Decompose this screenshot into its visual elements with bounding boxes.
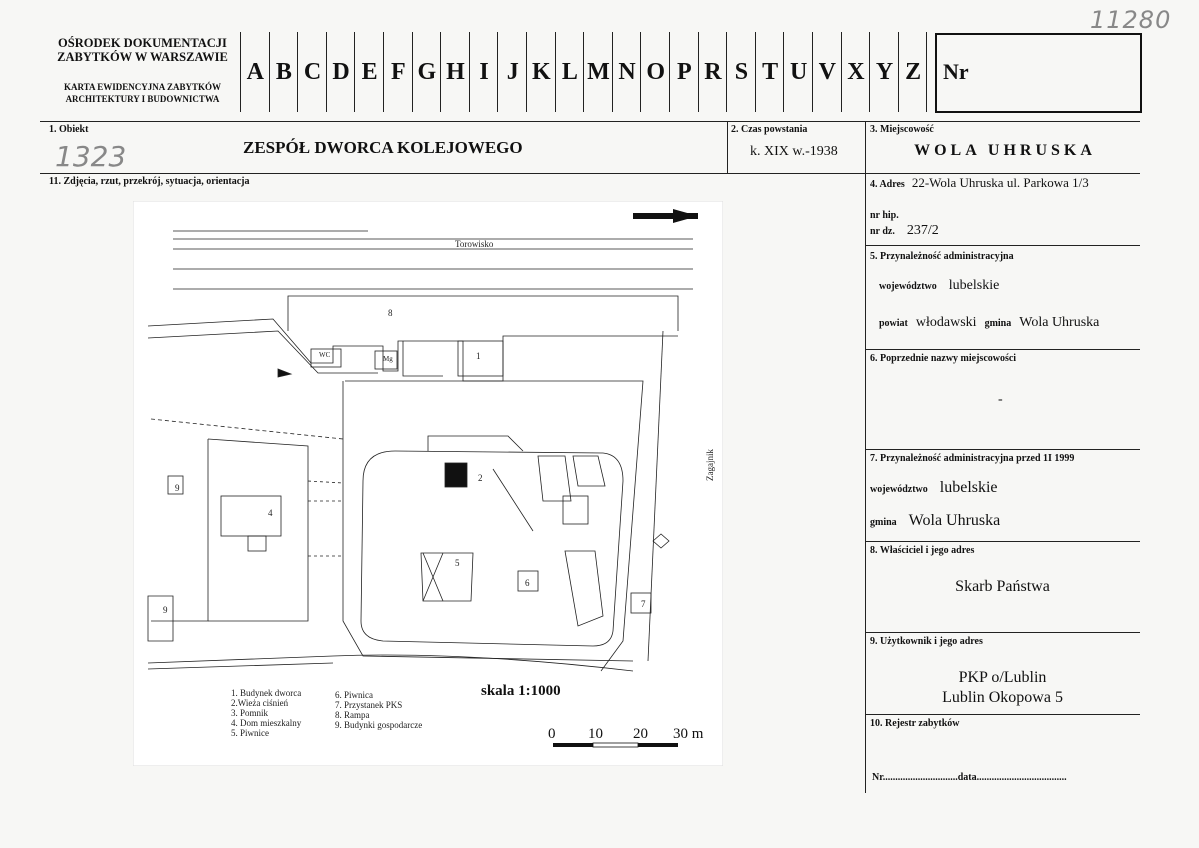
- uzytkownik-label: 9. Użytkownik i jego adres: [870, 636, 983, 647]
- marker-7: 7: [641, 599, 646, 609]
- obiekt-label: 1. Obiekt: [49, 124, 89, 135]
- adres-label: 4. Adres: [870, 179, 905, 190]
- org-line-1: OŚRODEK DOKUMENTACJI: [58, 36, 227, 50]
- letter-cell-h: H: [440, 32, 470, 112]
- legend-item-7: 7. Przystanek PKS: [335, 700, 403, 710]
- scale-tick-10: 10: [588, 726, 603, 742]
- woj2-row: [870, 479, 998, 497]
- zagajnik-label: Zagajnik: [705, 449, 715, 481]
- poprz-label: 6. Poprzednie nazwy miejscowości: [870, 353, 1017, 364]
- powiat-value: włodawski: [915, 315, 977, 330]
- letter-cell-r: R: [698, 32, 728, 112]
- marker-4: 4: [268, 508, 273, 518]
- letter-cell-v: V: [812, 32, 842, 112]
- wlasciciel-label: 8. Właściciel i jego adres: [870, 545, 975, 556]
- czas-value: k. XIX w.-1938: [750, 144, 838, 159]
- letter-cell-k: K: [526, 32, 556, 112]
- przyn-label: 5. Przynależność administracyjna: [870, 251, 1014, 262]
- gmina2-value: Wola Uhruska: [908, 512, 1001, 529]
- rule-przyn2: [865, 541, 1140, 542]
- letter-cell-u: U: [783, 32, 813, 112]
- miejscowosc-value: WOLA UHRUSKA: [914, 142, 1096, 159]
- marker-8: 8: [388, 308, 393, 318]
- rejestr-nr-data: Nr..............................data....................................: [872, 772, 1067, 783]
- gmina2-label: gmina: [870, 517, 897, 528]
- gmina-label: gmina: [984, 318, 1012, 329]
- legend-item-4: 4. Dom mieszkalny: [231, 718, 302, 728]
- card-title: [40, 81, 245, 105]
- rule-adres: [865, 245, 1140, 246]
- letter-cell-x: X: [841, 32, 871, 112]
- legend-item-5: 5. Piwnice: [231, 728, 269, 738]
- uzytkownik-value: [865, 668, 1140, 708]
- rule-top: [40, 121, 1140, 122]
- letter-cell-j: J: [497, 32, 527, 112]
- marker-9-top: 9: [175, 483, 180, 493]
- woj-label: województwo: [879, 281, 937, 292]
- letter-cell-o: O: [640, 32, 670, 112]
- nr-hip-label: nr hip.: [870, 210, 899, 221]
- letter-cell-f: F: [383, 32, 413, 112]
- rule-przyn: [865, 349, 1140, 350]
- nr-dz-row: [870, 221, 939, 239]
- obiekt-value: ZESPÓŁ DWORCA KOLEJOWEGO: [243, 138, 523, 157]
- uzytkownik-line-1: PKP o/Lublin: [958, 669, 1047, 686]
- letter-cell-m: M: [583, 32, 613, 112]
- nr-dz-value: 237/2: [906, 223, 939, 238]
- letter-cell-i: I: [469, 32, 499, 112]
- scale-label: skala 1:1000: [481, 683, 561, 699]
- scale-tick-0: 0: [548, 726, 556, 742]
- nr-dz-label: nr dz.: [870, 226, 895, 237]
- letter-cell-l: L: [555, 32, 585, 112]
- marker-2: 2: [478, 473, 483, 483]
- letter-grid-end: [926, 32, 927, 112]
- card-line-1: KARTA EWIDENCYJNA ZABYTKÓW: [63, 82, 222, 92]
- adres-value: 22-Wola Uhruska ul. Parkowa 1/3: [911, 175, 1089, 190]
- legend-item-2: 2.Wieża ciśnień: [231, 698, 289, 708]
- legend-item-3: 3. Pomnik: [231, 708, 269, 718]
- zdjecia-label: 11. Zdjęcia, rzut, przekrój, sytuacja, orientacja: [49, 176, 250, 187]
- powiat-row: [879, 313, 1099, 331]
- nr-label: Nr: [943, 59, 969, 84]
- uzytkownik-line-2: Lublin Okopowa 5: [942, 689, 1063, 706]
- org-name: [40, 36, 245, 64]
- marker-mg: Mg: [383, 355, 393, 363]
- letter-cell-b: B: [269, 32, 299, 112]
- nr-box: [935, 33, 1142, 113]
- legend-item-8: 8. Rampa: [335, 710, 370, 720]
- rule-v-czas: [727, 121, 728, 173]
- rejestr-label: 10. Rejestr zabytków: [870, 718, 960, 729]
- wlasciciel-value: Skarb Państwa: [955, 578, 1050, 595]
- site-plan: [133, 201, 723, 766]
- rule-poprz: [865, 449, 1140, 450]
- letter-cell-a: A: [240, 32, 270, 112]
- woj2-label: województwo: [870, 484, 928, 495]
- handwritten-obiekt-number: 1323: [55, 140, 127, 173]
- powiat-label: powiat: [879, 318, 908, 329]
- poprz-value: -: [998, 392, 1003, 407]
- legend-item-1: 1. Budynek dworca: [231, 688, 302, 698]
- woj-row: [879, 276, 999, 294]
- letter-cell-n: N: [612, 32, 642, 112]
- marker-9-bottom: 9: [163, 605, 168, 615]
- letter-cell-d: D: [326, 32, 356, 112]
- letter-cell-p: P: [669, 32, 699, 112]
- adres-row: [870, 174, 1089, 192]
- rule-uzyt: [865, 714, 1140, 715]
- miejscowosc-label: 3. Miejscowość: [870, 124, 934, 135]
- scale-tick-20: 20: [633, 726, 648, 742]
- marker-6: 6: [525, 578, 530, 588]
- letter-cell-s: S: [726, 32, 756, 112]
- letter-cell-z: Z: [898, 32, 928, 112]
- czas-label: 2. Czas powstania: [731, 124, 808, 135]
- handwritten-number: 11280: [1090, 6, 1172, 34]
- letter-cell-t: T: [755, 32, 785, 112]
- letter-cell-c: C: [297, 32, 327, 112]
- org-line-2: ZABYTKÓW W WARSZAWIE: [57, 50, 228, 64]
- rule-wlasc: [865, 632, 1140, 633]
- gmina-value: Wola Uhruska: [1019, 315, 1100, 330]
- scale-tick-30: 30 m: [673, 726, 704, 742]
- legend-item-6: 6. Piwnica: [335, 690, 373, 700]
- marker-wc: WC: [319, 351, 331, 359]
- letter-cell-g: G: [412, 32, 442, 112]
- legend-item-9: 9. Budynki gospodarcze: [335, 720, 423, 730]
- torowisko-label: Torowisko: [455, 239, 494, 249]
- przyn2-label: 7. Przynależność administracyjna przed 1I 1999: [870, 453, 1075, 464]
- marker-1: 1: [476, 351, 481, 361]
- gmina2-row: [870, 512, 1000, 530]
- letter-cell-e: E: [354, 32, 384, 112]
- woj2-value: lubelskie: [939, 479, 998, 496]
- marker-5: 5: [455, 558, 460, 568]
- woj-value: lubelskie: [948, 278, 1000, 293]
- letter-cell-y: Y: [869, 32, 899, 112]
- card-line-2: ARCHITEKTURY I BUDOWNICTWA: [65, 94, 220, 104]
